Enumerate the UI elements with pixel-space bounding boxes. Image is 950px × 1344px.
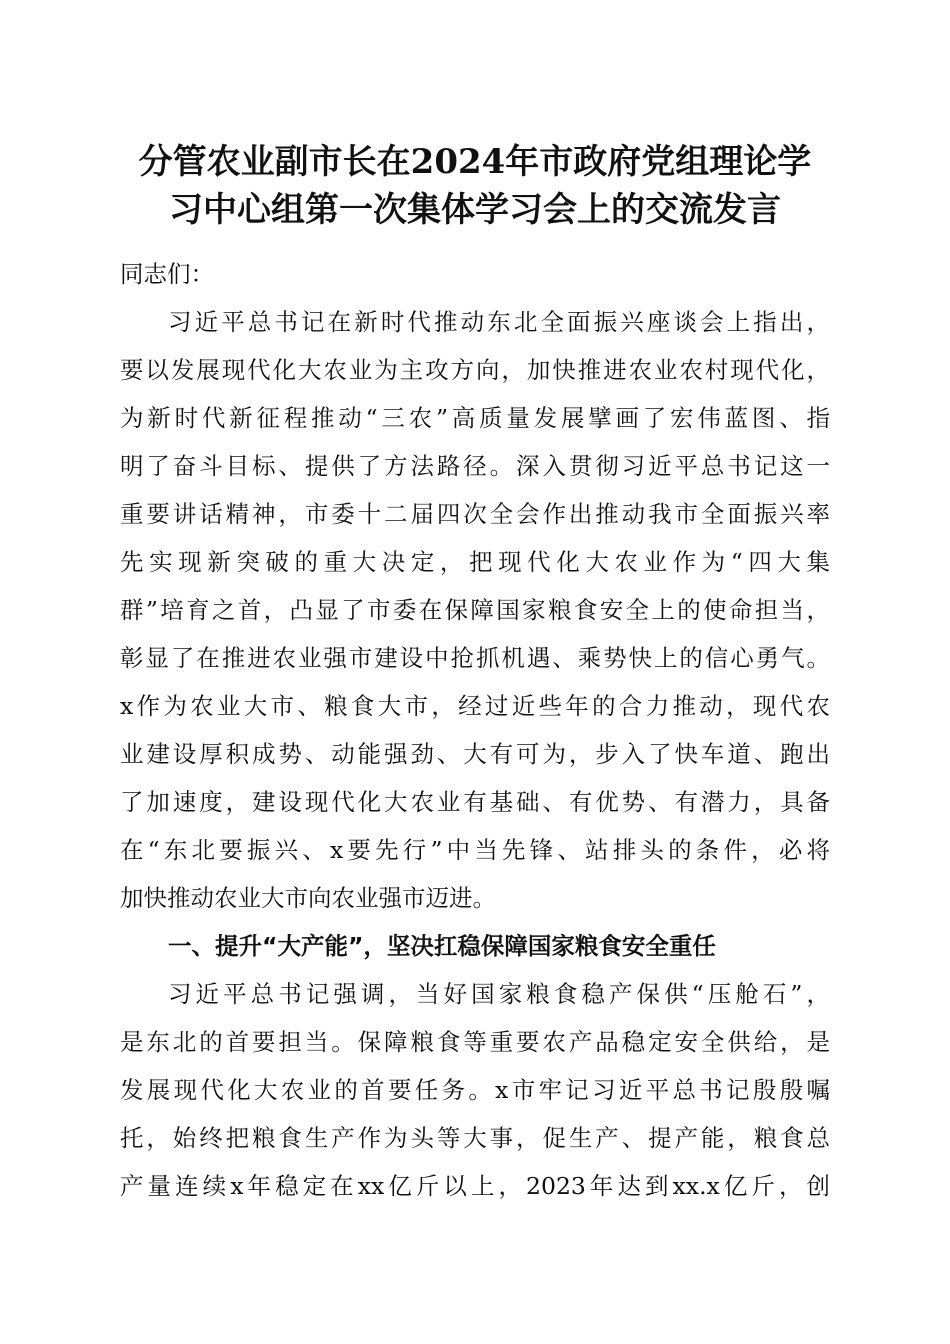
- paragraph-2-line: 是东北的首要担当。保障粮食等重要农产品稳定安全供给，是: [120, 1028, 830, 1056]
- paragraph-1-line: 习近平总书记在新时代推动东北全面振兴座谈会上指出，: [168, 308, 830, 336]
- paragraph-1-line: 在“东北要振兴、x要先行”中当先锋、站排头的条件，必将: [120, 836, 830, 864]
- paragraph-1-line: 业建设厚积成势、动能强劲、大有可为，步入了快车道、跑出: [120, 740, 830, 768]
- document-title-line-2: 习中心组第一次集体学习会上的交流发言: [169, 190, 781, 230]
- paragraph-1-line: 为新时代新征程推动“三农”高质量发展擘画了宏伟蓝图、指: [120, 404, 830, 432]
- paragraph-2-line: 托，始终把粮食生产作为头等大事，促生产、提产能，粮食总: [120, 1124, 830, 1152]
- document-title-line-1: 分管农业副市长在2024年市政府党组理论学: [138, 142, 812, 182]
- paragraph-1-line: 加快推动农业大市向农业强市迈进。: [120, 884, 496, 912]
- paragraph-2-line: 发展现代化大农业的首要任务。x市牢记习近平总书记殷殷嘱: [120, 1076, 830, 1104]
- paragraph-1-line: x作为农业大市、粮食大市，经过近些年的合力推动，现代农: [120, 692, 830, 720]
- paragraph-1-line: 群”培育之首，凸显了市委在保障国家粮食安全上的使命担当，: [120, 596, 830, 624]
- paragraph-1-line: 重要讲话精神，市委十二届四次全会作出推动我市全面振兴率: [120, 500, 830, 528]
- paragraph-2-line: 产量连续x年稳定在xx亿斤以上，2023年达到xx.x亿斤，创: [120, 1172, 830, 1200]
- paragraph-1-line: 先实现新突破的重大决定，把现代化大农业作为“四大集: [120, 548, 830, 576]
- paragraph-2-line: 习近平总书记强调，当好国家粮食稳产保供“压舱石”，: [168, 980, 830, 1008]
- salutation: 同志们：: [120, 260, 214, 288]
- paragraph-1-line: 明了奋斗目标、提供了方法路径。深入贯彻习近平总书记这一: [120, 452, 830, 480]
- paragraph-1-line: 了加速度，建设现代化大农业有基础、有优势、有潜力，具备: [120, 788, 830, 816]
- paragraph-1-line: 彰显了在推进农业强市建设中抢抓机遇、乘势快上的信心勇气。: [120, 644, 830, 672]
- section-1-heading: 一、提升“大产能”，坚决扛稳保障国家粮食安全重任: [168, 932, 716, 960]
- paragraph-1-line: 要以发展现代化大农业为主攻方向，加快推进农业农村现代化，: [120, 356, 830, 384]
